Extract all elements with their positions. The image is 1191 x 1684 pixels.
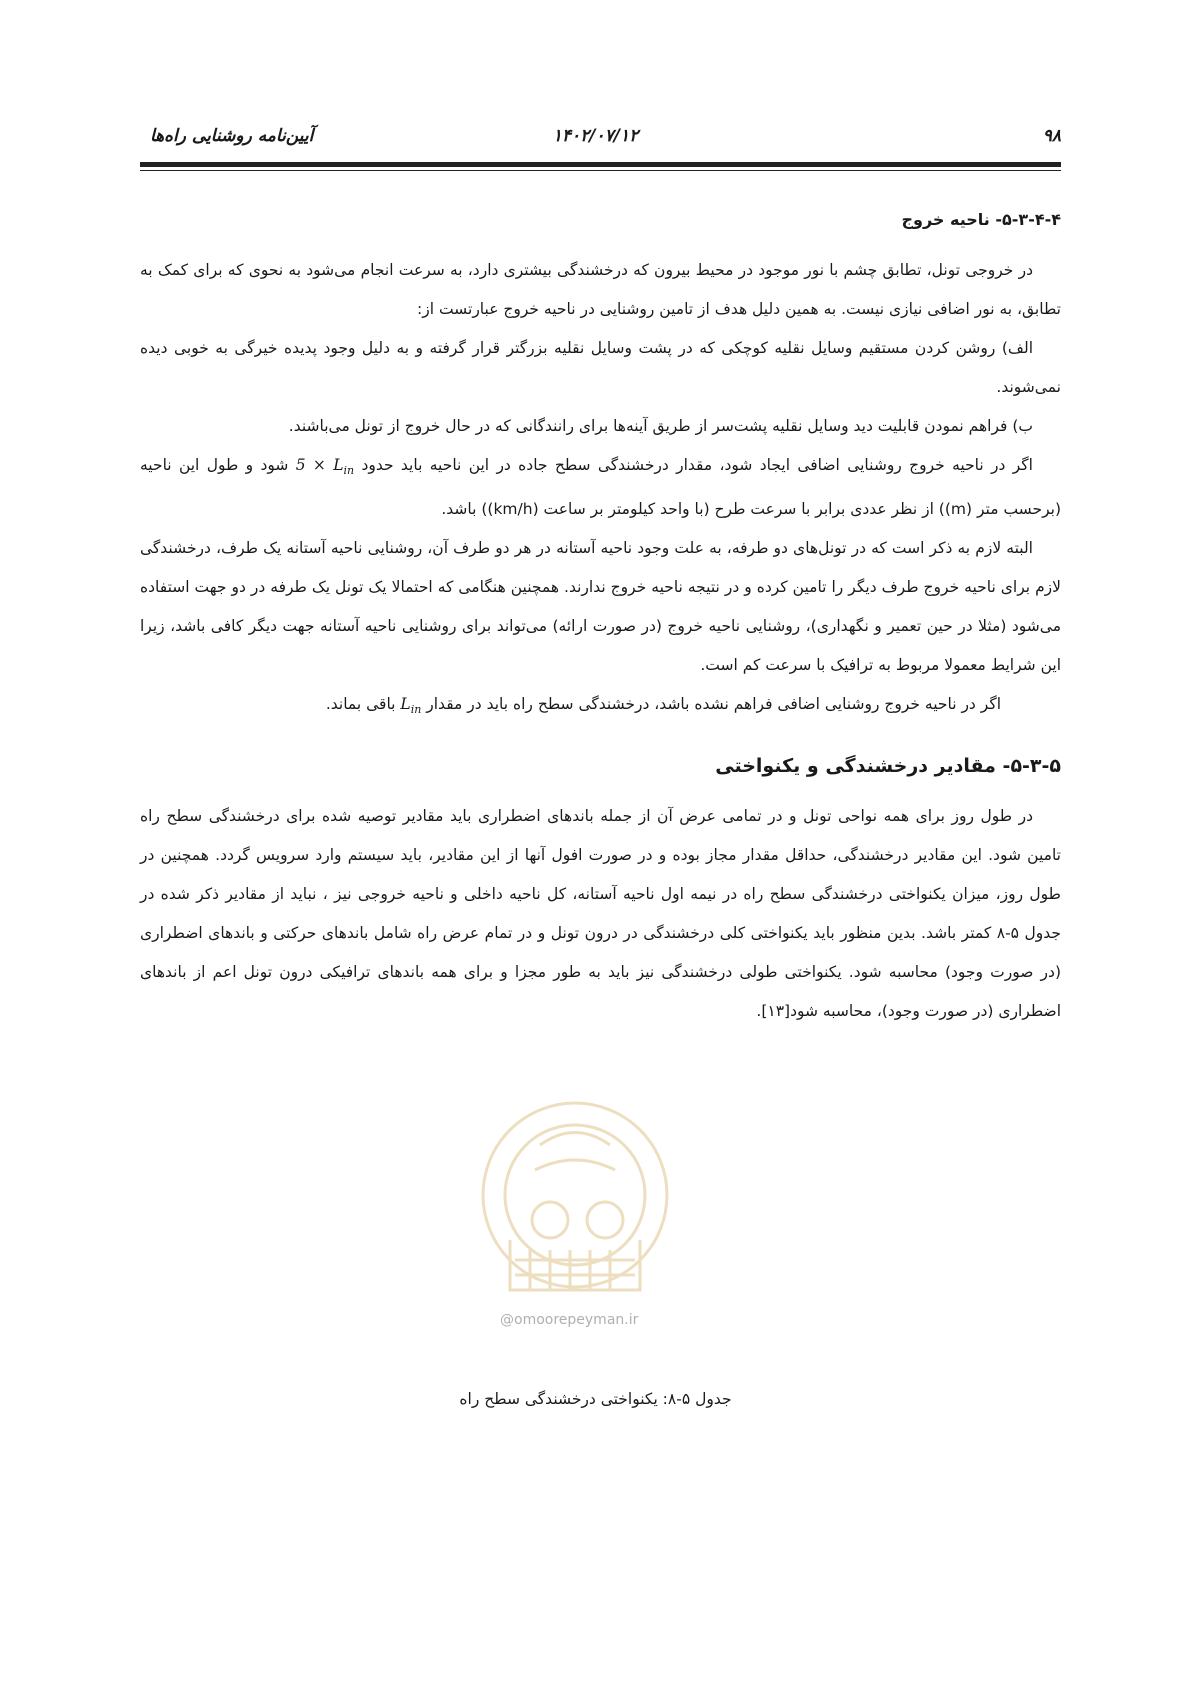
- text: اگر در ناحیه خروج روشنایی اضافی فراهم نشده باشد، درخشندگی سطح راه باید در مقدار: [426, 695, 1001, 714]
- section-heading-exit-zone: ۵-۳-۴-۴- ناحیه خروج: [901, 210, 1061, 229]
- section-heading-uniformity: ۵-۳-۵- مقادیر درخشندگی و یکنواختی: [715, 755, 1061, 778]
- page-content: [140, 210, 1061, 1031]
- list-item-a: الف) روشن کردن مستقیم وسایل نقلیه کوچکی که در پشت وسایل نقلیه بزرگتر قرار گرفته و به دلیل وجود پدیده خیرگی به خوبی دیده نمی‌شوند.: [140, 339, 1061, 396]
- formula-main: 5 × L: [295, 456, 344, 474]
- header-date: ۱۴۰۲/۰۷/۱۲: [552, 126, 639, 146]
- formula-subscript: in: [410, 703, 422, 717]
- page-number: ۹۸: [1042, 126, 1061, 146]
- formula: [400, 695, 422, 717]
- paragraph-no-extra-lighting: [140, 685, 1061, 729]
- paragraph-exit-luminance: [140, 446, 1061, 529]
- watermark-url: @omoorepeyman.ir: [500, 1312, 639, 1328]
- text: اگر در ناحیه خروج روشنایی اضافی ایجاد شود، مقدار درخشندگی سطح جاده در این ناحیه باید حدود: [361, 456, 1033, 474]
- text: باقی بماند.: [325, 695, 396, 714]
- table-caption: جدول ۵-۸: یکنواختی درخشندگی سطح راه: [459, 1390, 732, 1408]
- header-rule-thin: [140, 170, 1061, 171]
- text: شود و طول این ناحیه (برحسب متر (m)) از نظر عددی برابر با سرعت طرح (با واحد کیلومتر بر ساعت (km/h)) باشد.: [140, 456, 1061, 519]
- formula: [295, 456, 355, 478]
- header-rule-thick: [140, 162, 1061, 167]
- formula-subscript: in: [343, 464, 355, 478]
- paragraph: البته لازم به ذکر است که در تونل‌های دو طرفه، به علت وجود ناحیه آستانه در هر دو طرف آن، روشنایی ناحیه آستانه یک طرف، درخشندگی لازم برای ناحیه خروج طرف دیگر را تامین کرده و در نتیجه ناحیه خروج ندارند. همچنین هنگامی که احتمالا یک تونل یک طرفه در دو جهت استفاده می‌شود (مثلا در حین تعمیر و نگهداری)، روشنایی ناحیه خروج (در صورت ارائه) می‌تواند برای روشنایی ناحیه آستانه جهت دیگر کافی باشد، زیرا این شرایط معمولا مربوط به ترافیک با سرعت کم است.: [140, 539, 1061, 675]
- formula-main: L: [400, 695, 411, 714]
- list-item-b: ب) فراهم نمودن قابلیت دید وسایل نقلیه پشت‌سر از طریق آینه‌ها برای رانندگانی که در حال خروج از تونل می‌باشند.: [288, 417, 1033, 435]
- paragraph: در طول روز برای همه نواحی تونل و در تمامی عرض آن از جمله باندهای اضطراری باید مقادیر توصیه شده برای درخشندگی سطح راه تامین شود. این مقادیر درخشندگی، حداقل مقدار مجاز بوده و در صورت افول آنها از این مقادیر، باید سیستم وارد سرویس گردد. همچنین در طول روز، میزان یکنواختی درخشندگی سطح راه در نیمه اول ناحیه آستانه، کل ناحیه داخلی و ناحیه خروجی نیز ، نباید از مقادیر ذکر شده در جدول ۵-۸ کمتر باشد. بدین منظور باید یکنواختی کلی درخشندگی در درون تونل و در تمام عرض راه شامل باندهای حرکتی و باندهای اضطراری (در صورت وجود) محاسبه شود. یکنواختی طولی درخشندگی نیز باید به طور مجزا و برای همه باندهای ترافیکی درون تونل اعم از باندهای اضطراری (در صورت وجود)، محاسبه شود[۱۳].: [140, 807, 1061, 1021]
- header-title: آیین‌نامه روشنایی راه‌ها: [150, 126, 314, 146]
- paragraph: در خروجی تونل، تطابق چشم با نور موجود در محیط بیرون که درخشندگی بیشتری دارد، به سرعت انجام می‌شود به نحوی که برای کمک به تطابق، به نور اضافی نیازی نیست. به همین دلیل هدف از تامین روشنایی در ناحیه خروج عبارتست از:: [140, 261, 1061, 318]
- watermark-seal-icon: [470, 1090, 680, 1330]
